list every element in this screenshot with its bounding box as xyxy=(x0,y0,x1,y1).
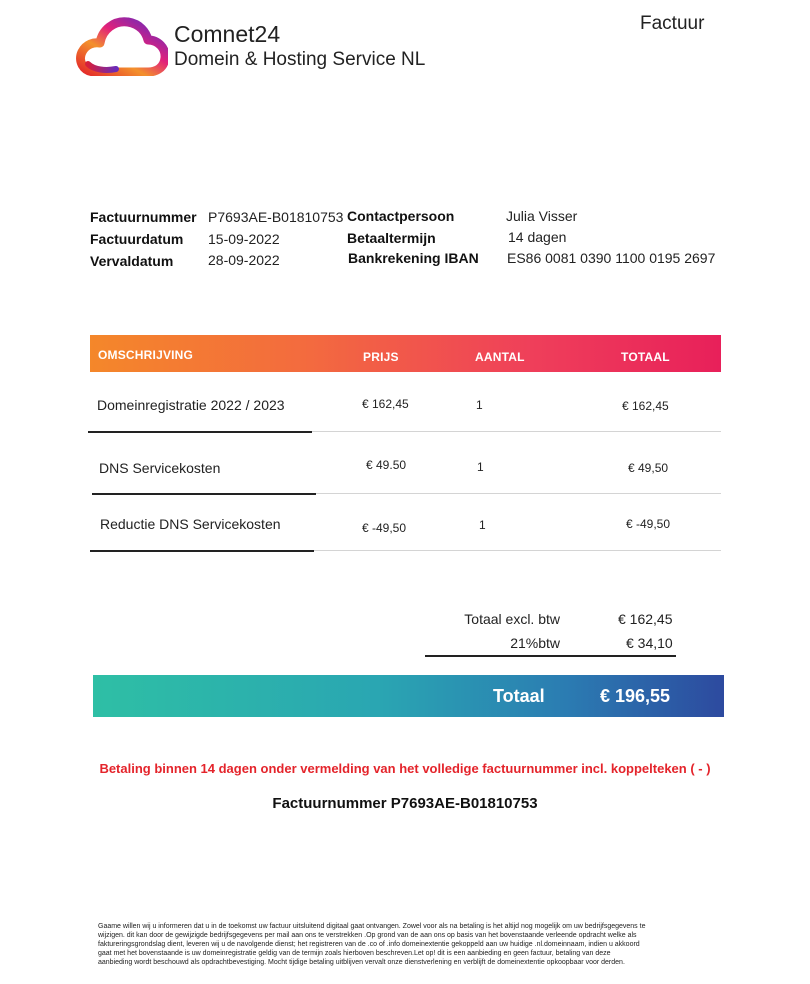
column-header-price: PRIJS xyxy=(363,350,399,364)
row-divider-light xyxy=(316,493,721,494)
company-name: Comnet24 xyxy=(174,21,281,47)
subtotal-value: € 162,45 xyxy=(618,611,673,627)
line-item-total: € 49,50 xyxy=(628,461,669,475)
column-header-total: TOTAAL xyxy=(621,350,670,364)
contact-value: Julia Visser xyxy=(506,208,578,224)
column-header-description: OMSCHRIJVING xyxy=(98,348,194,362)
due-date-value: 28-09-2022 xyxy=(208,252,280,268)
payment-term-value: 14 dagen xyxy=(508,229,567,245)
due-date-label: Vervaldatum xyxy=(90,253,174,269)
row-divider-light xyxy=(314,550,721,551)
row-divider-light xyxy=(312,431,721,432)
invoice-date-label: Factuurdatum xyxy=(90,231,184,247)
line-item-quantity: 1 xyxy=(477,460,484,474)
line-item-description: Reductie DNS Servicekosten xyxy=(100,516,281,532)
line-item-total: € -49,50 xyxy=(626,517,671,531)
line-item-price: € -49,50 xyxy=(362,521,407,535)
invoice-number-value: P7693AE-B01810753 xyxy=(208,209,344,225)
line-item-price: € 162,45 xyxy=(362,397,409,411)
row-divider-strong xyxy=(90,550,314,552)
iban-label: Bankrekening IBAN xyxy=(348,250,479,266)
vat-value: € 34,10 xyxy=(626,635,673,651)
table-header xyxy=(90,335,721,372)
line-item-description: DNS Servicekosten xyxy=(99,460,221,476)
fine-print: Gaame willen wij u informeren dat u in de toekomst uw factuur uitsluitend digitaal gaat ontvangen. Zowel voor als na betaling is het altijd nog mogelijk om uw bedrijfsgegevens te wijzigen. dit kan door de gewijzigde bedrijfsgegevens per mail aan ons te verstrekken .Op grond van de aan ons op basis van het bovenstaande verleende opdracht welke als faktureringsgrondslag dient, leveren wij u de navolgende dienst; het registreren van de .co of .info domeinextentie gekoppeld aan uw huidige .nl.domeinnaam, indien u akkoord gaat met het bovenstaande is uw domeinregistratie geldig van de termijn zoals hierboven beschreven.Let op! dit is een aanbieding en geen factuur, betaling van deze aanbieding wordt beschouwd als opdrachtbevestiging. Mocht tijdige betaling uitblijven vervalt onze dienstverlening en verblijft de domeinextentie opkoopbaar voor derden. xyxy=(98,923,646,966)
invoice-number-label: Factuurnummer xyxy=(90,209,197,225)
row-divider-strong xyxy=(92,493,316,495)
cloud-logo-icon xyxy=(76,14,168,76)
column-header-quantity: AANTAL xyxy=(475,350,525,364)
payment-term-label: Betaaltermijn xyxy=(347,230,436,246)
grand-total-label: Totaal xyxy=(493,686,545,706)
grand-total-value: € 196,55 xyxy=(600,686,671,706)
contact-label: Contactpersoon xyxy=(347,208,455,224)
totals-divider xyxy=(425,655,676,657)
line-item-description: Domeinregistratie 2022 / 2023 xyxy=(97,397,285,413)
row-divider-strong xyxy=(88,431,312,433)
invoice-reference: Factuurnummer P7693AE-B01810753 xyxy=(272,795,538,812)
grand-total-bar xyxy=(93,675,724,717)
line-item-quantity: 1 xyxy=(476,398,483,412)
line-item-price: € 49.50 xyxy=(366,458,407,472)
vat-label: 21%btw xyxy=(510,635,560,651)
document-type-title: Factuur xyxy=(640,13,705,34)
line-item-quantity: 1 xyxy=(479,518,486,532)
iban-value: ES86 0081 0390 1100 0195 2697 xyxy=(507,250,716,266)
payment-instruction: Betaling binnen 14 dagen onder vermelding van het volledige factuurnummer incl. koppelteken ( - ) xyxy=(99,761,711,776)
subtotal-label: Totaal excl. btw xyxy=(464,611,560,627)
company-tagline: Domein & Hosting Service NL xyxy=(174,49,426,70)
invoice-date-value: 15-09-2022 xyxy=(208,231,280,247)
line-item-total: € 162,45 xyxy=(622,399,669,413)
